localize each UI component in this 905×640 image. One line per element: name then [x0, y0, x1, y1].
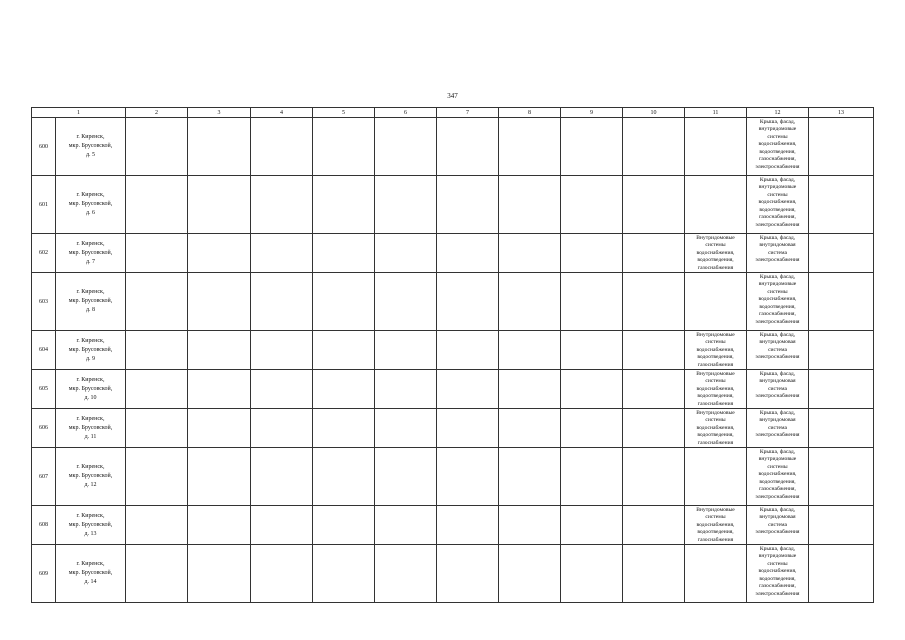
table-row — [32, 273, 874, 331]
cell-line: системы — [705, 514, 726, 521]
cell-line: электроснабжения — [755, 222, 800, 229]
cell-line: Крыша, фасад, — [759, 409, 796, 416]
cell-line: Крыша, фасад, — [759, 448, 796, 455]
empty-cell — [251, 409, 313, 448]
engineering-systems-cell — [685, 506, 747, 545]
cell-line: Внутридомовые — [696, 506, 735, 513]
address-cell — [56, 506, 126, 545]
cell-line: газоснабжения — [697, 264, 734, 271]
cell-line: газоснабжения, — [759, 156, 796, 163]
empty-cell — [188, 370, 251, 409]
cell-line: мкр. Брусовской, — [68, 346, 113, 353]
cell-line: система — [768, 249, 787, 256]
cell-line: Крыша, фасад, — [759, 273, 796, 280]
empty-cell — [437, 176, 499, 234]
empty-cell — [188, 118, 251, 176]
cell-line: д. 5 — [85, 152, 96, 158]
cell-line: электроснабжения — [755, 529, 800, 536]
empty-cell — [623, 234, 685, 273]
empty-cell — [437, 331, 499, 370]
cell-line: водоотведения, — [697, 393, 734, 400]
engineering-systems-cell — [685, 448, 747, 506]
address-cell — [56, 331, 126, 370]
repair-works-cell — [747, 409, 809, 448]
engineering-systems-cell — [685, 176, 747, 234]
empty-cell — [623, 506, 685, 545]
engineering-systems-cell — [685, 409, 747, 448]
cell-line: водоснабжения, — [758, 296, 797, 303]
cell-line: электроснабжения — [755, 164, 800, 171]
engineering-systems-cell — [685, 545, 747, 603]
empty-cell — [499, 234, 561, 273]
cell-line: водоснабжения, — [696, 424, 735, 431]
empty-cell — [437, 409, 499, 448]
header-cell: 4 — [251, 108, 313, 118]
empty-cell — [126, 448, 188, 506]
empty-cell — [375, 545, 437, 603]
empty-cell — [313, 176, 375, 234]
cell-line: водоотведения, — [759, 206, 796, 213]
empty-cell — [437, 273, 499, 331]
table-row — [32, 176, 874, 234]
cell-line: мкр. Брусовской, — [68, 385, 113, 392]
empty-cell — [188, 506, 251, 545]
empty-cell — [375, 234, 437, 273]
cell-line: мкр. Брусовской, — [68, 201, 113, 207]
header-cell: 12 — [747, 108, 809, 118]
cell-line: системы — [767, 133, 788, 140]
table-row — [32, 331, 874, 370]
empty-cell — [623, 370, 685, 409]
cell-line: внутридомовая — [759, 339, 796, 346]
cell-line: электроснабжения — [755, 494, 800, 501]
cell-line: система — [768, 385, 787, 392]
cell-line: Крыша, фасад, — [759, 176, 796, 183]
empty-cell — [499, 370, 561, 409]
cell-line: водоснабжения, — [696, 346, 735, 353]
row-number: 603 — [32, 273, 56, 331]
cell-line: электроснабжения — [755, 257, 800, 264]
register-table — [31, 107, 874, 603]
repair-works-cell — [747, 370, 809, 409]
cell-line: Крыша, фасад, — [759, 234, 796, 241]
cell-line: г. Киренск, — [76, 289, 105, 295]
empty-cell — [126, 506, 188, 545]
address-cell — [56, 118, 126, 176]
empty-cell — [437, 118, 499, 176]
empty-cell — [809, 370, 874, 409]
repair-works-cell — [747, 506, 809, 545]
cell-line: мкр. Брусовской, — [68, 298, 113, 304]
cell-line: системы — [705, 378, 726, 385]
cell-line: водоснабжения, — [758, 199, 797, 206]
empty-cell — [809, 118, 874, 176]
empty-cell — [499, 448, 561, 506]
address-cell — [56, 448, 126, 506]
empty-cell — [313, 448, 375, 506]
cell-line: д. 13 — [84, 530, 97, 537]
empty-cell — [126, 273, 188, 331]
engineering-systems-cell — [685, 273, 747, 331]
empty-cell — [313, 409, 375, 448]
empty-cell — [313, 331, 375, 370]
empty-cell — [561, 409, 623, 448]
empty-cell — [126, 370, 188, 409]
empty-cell — [375, 409, 437, 448]
repair-works-cell — [747, 273, 809, 331]
empty-cell — [561, 176, 623, 234]
cell-line: д. 9 — [85, 355, 96, 362]
address-cell — [56, 545, 126, 603]
cell-line: водоотведения, — [759, 575, 796, 582]
cell-line: внутридомовая — [759, 378, 796, 385]
empty-cell — [499, 273, 561, 331]
cell-line: водоснабжения, — [758, 471, 797, 478]
cell-line: мкр. Брусовской, — [68, 249, 113, 256]
empty-cell — [499, 331, 561, 370]
cell-line: Крыша, фасад, — [759, 506, 796, 513]
empty-cell — [375, 176, 437, 234]
header-cell: 11 — [685, 108, 747, 118]
cell-line: газоснабжения — [697, 439, 734, 446]
cell-line: водоснабжения, — [758, 568, 797, 575]
header-cell: 8 — [499, 108, 561, 118]
cell-line: системы — [767, 463, 788, 470]
cell-line: Крыша, фасад, — [759, 331, 796, 338]
cell-line: водоотведения, — [759, 148, 796, 155]
cell-line: г. Киренск, — [76, 415, 105, 422]
row-number: 607 — [32, 448, 56, 506]
empty-cell — [313, 273, 375, 331]
empty-cell — [623, 409, 685, 448]
empty-cell — [188, 176, 251, 234]
cell-line: системы — [767, 191, 788, 198]
cell-line: г. Киренск, — [76, 561, 105, 567]
cell-line: водоснабжения, — [696, 385, 735, 392]
empty-cell — [809, 331, 874, 370]
empty-cell — [809, 409, 874, 448]
cell-line: водоотведения, — [759, 303, 796, 310]
row-number: 605 — [32, 370, 56, 409]
repair-works-cell — [747, 118, 809, 176]
empty-cell — [809, 448, 874, 506]
header-cell: 9 — [561, 108, 623, 118]
cell-line: электроснабжения — [755, 591, 800, 598]
cell-line: система — [768, 521, 787, 528]
empty-cell — [188, 234, 251, 273]
cell-line: Крыша, фасад, — [759, 118, 796, 125]
cell-line: внутридомовая — [759, 514, 796, 521]
empty-cell — [188, 409, 251, 448]
cell-line: водоотведения, — [697, 354, 734, 361]
header-cell: 2 — [126, 108, 188, 118]
engineering-systems-cell — [685, 331, 747, 370]
cell-line: д. 7 — [85, 258, 96, 265]
empty-cell — [561, 331, 623, 370]
cell-line: внутридомовая — [759, 242, 796, 249]
address-cell — [56, 234, 126, 273]
cell-line: Крыша, фасад, — [759, 545, 796, 552]
address-cell — [56, 370, 126, 409]
cell-line: водоснабжения, — [696, 521, 735, 528]
empty-cell — [437, 506, 499, 545]
cell-line: газоснабжения — [697, 361, 734, 368]
cell-line: мкр. Брусовской, — [68, 521, 113, 528]
empty-cell — [313, 118, 375, 176]
empty-cell — [251, 506, 313, 545]
cell-line: г. Киренск, — [76, 192, 105, 198]
cell-line: д. 14 — [84, 579, 97, 585]
cell-line: д. 8 — [85, 307, 96, 313]
empty-cell — [561, 118, 623, 176]
cell-line: электроснабжения — [755, 319, 800, 326]
empty-cell — [623, 118, 685, 176]
cell-line: мкр. Брусовской, — [68, 473, 113, 479]
table-row — [32, 545, 874, 603]
cell-line: г. Киренск, — [76, 240, 105, 247]
table-body — [32, 118, 874, 603]
cell-line: водоотведения, — [697, 432, 734, 439]
empty-cell — [809, 176, 874, 234]
empty-cell — [251, 370, 313, 409]
empty-cell — [188, 331, 251, 370]
empty-cell — [126, 545, 188, 603]
empty-cell — [437, 234, 499, 273]
address-cell — [56, 273, 126, 331]
cell-line: система — [768, 346, 787, 353]
empty-cell — [375, 331, 437, 370]
cell-line: газоснабжения, — [759, 311, 796, 318]
empty-cell — [251, 448, 313, 506]
engineering-systems-cell — [685, 370, 747, 409]
cell-line: газоснабжения, — [759, 214, 796, 221]
table-row — [32, 118, 874, 176]
repair-works-cell — [747, 448, 809, 506]
cell-line: г. Киренск, — [76, 134, 105, 140]
empty-cell — [437, 545, 499, 603]
cell-line: Внутридомовые — [696, 234, 735, 241]
empty-cell — [313, 506, 375, 545]
empty-cell — [561, 234, 623, 273]
empty-cell — [251, 545, 313, 603]
row-number: 600 — [32, 118, 56, 176]
table-row — [32, 409, 874, 448]
cell-line: системы — [767, 560, 788, 567]
empty-cell — [623, 331, 685, 370]
cell-line: д. 11 — [84, 433, 97, 440]
empty-cell — [126, 234, 188, 273]
cell-line: газоснабжения, — [759, 486, 796, 493]
empty-cell — [437, 448, 499, 506]
cell-line: д. 6 — [85, 210, 96, 216]
cell-line: внутридомовая — [759, 417, 796, 424]
empty-cell — [126, 118, 188, 176]
empty-cell — [809, 273, 874, 331]
empty-cell — [251, 234, 313, 273]
cell-line: Внутридомовые — [696, 370, 735, 377]
cell-line: Внутридомовые — [696, 409, 735, 416]
header-cell: 10 — [623, 108, 685, 118]
empty-cell — [251, 273, 313, 331]
header-cell: 13 — [809, 108, 874, 118]
cell-line: Крыша, фасад, — [759, 370, 796, 377]
table-row — [32, 370, 874, 409]
empty-cell — [561, 506, 623, 545]
empty-cell — [188, 545, 251, 603]
header-cell: 1 — [32, 108, 126, 118]
empty-cell — [375, 273, 437, 331]
empty-cell — [313, 370, 375, 409]
empty-cell — [499, 118, 561, 176]
cell-line: электроснабжения — [755, 393, 800, 400]
empty-cell — [499, 545, 561, 603]
cell-line: системы — [767, 288, 788, 295]
address-cell — [56, 409, 126, 448]
cell-line: внутридомовые — [758, 126, 797, 133]
cell-line: водоотведения, — [697, 529, 734, 536]
empty-cell — [561, 273, 623, 331]
empty-cell — [188, 273, 251, 331]
cell-line: внутридомовые — [758, 281, 797, 288]
repair-works-cell — [747, 234, 809, 273]
empty-cell — [188, 448, 251, 506]
cell-line: внутридомовые — [758, 553, 797, 560]
empty-cell — [499, 506, 561, 545]
header-cell: 5 — [313, 108, 375, 118]
cell-line: электроснабжения — [755, 354, 800, 361]
cell-line: водоотведения, — [759, 478, 796, 485]
cell-line: д. 12 — [84, 482, 97, 488]
empty-cell — [623, 545, 685, 603]
empty-cell — [809, 234, 874, 273]
cell-line: мкр. Брусовской, — [68, 570, 113, 576]
cell-line: газоснабжения — [697, 400, 734, 407]
cell-line: газоснабжения, — [759, 583, 796, 590]
empty-cell — [809, 506, 874, 545]
empty-cell — [623, 273, 685, 331]
empty-cell — [623, 448, 685, 506]
cell-line: водоснабжения, — [696, 249, 735, 256]
empty-cell — [623, 176, 685, 234]
cell-line: системы — [705, 339, 726, 346]
header-cell: 3 — [188, 108, 251, 118]
empty-cell — [375, 370, 437, 409]
empty-cell — [126, 176, 188, 234]
cell-line: водоснабжения, — [758, 141, 797, 148]
empty-cell — [251, 118, 313, 176]
table-row — [32, 448, 874, 506]
row-number: 609 — [32, 545, 56, 603]
empty-cell — [375, 506, 437, 545]
empty-cell — [375, 118, 437, 176]
empty-cell — [251, 331, 313, 370]
repair-works-cell — [747, 176, 809, 234]
cell-line: Внутридомовые — [696, 331, 735, 338]
row-number: 608 — [32, 506, 56, 545]
engineering-systems-cell — [685, 118, 747, 176]
cell-line: водоотведения, — [697, 257, 734, 264]
cell-line: система — [768, 424, 787, 431]
row-number: 602 — [32, 234, 56, 273]
cell-line: внутридомовые — [758, 456, 797, 463]
empty-cell — [437, 370, 499, 409]
page-number: 347 — [447, 92, 458, 100]
cell-line: системы — [705, 242, 726, 249]
header-cell: 6 — [375, 108, 437, 118]
empty-cell — [126, 331, 188, 370]
table-row — [32, 234, 874, 273]
address-cell — [56, 176, 126, 234]
empty-cell — [809, 545, 874, 603]
repair-works-cell — [747, 331, 809, 370]
cell-line: г. Киренск, — [76, 512, 105, 519]
cell-line: д. 10 — [84, 394, 97, 401]
row-number: 604 — [32, 331, 56, 370]
cell-line: внутридомовые — [758, 184, 797, 191]
header-row — [32, 108, 874, 118]
cell-line: г. Киренск, — [76, 376, 105, 383]
empty-cell — [126, 409, 188, 448]
empty-cell — [499, 176, 561, 234]
empty-cell — [561, 370, 623, 409]
cell-line: г. Киренск, — [76, 464, 105, 470]
engineering-systems-cell — [685, 234, 747, 273]
cell-line: г. Киренск, — [76, 337, 105, 344]
header-cell: 7 — [437, 108, 499, 118]
table-row — [32, 506, 874, 545]
cell-line: мкр. Брусовской, — [68, 143, 113, 149]
empty-cell — [561, 448, 623, 506]
repair-works-cell — [747, 545, 809, 603]
empty-cell — [499, 409, 561, 448]
cell-line: газоснабжения — [697, 536, 734, 543]
empty-cell — [561, 545, 623, 603]
empty-cell — [313, 545, 375, 603]
cell-line: мкр. Брусовской, — [68, 424, 113, 431]
empty-cell — [251, 176, 313, 234]
empty-cell — [313, 234, 375, 273]
empty-cell — [375, 448, 437, 506]
row-number: 601 — [32, 176, 56, 234]
row-number: 606 — [32, 409, 56, 448]
cell-line: системы — [705, 417, 726, 424]
cell-line: электроснабжения — [755, 432, 800, 439]
